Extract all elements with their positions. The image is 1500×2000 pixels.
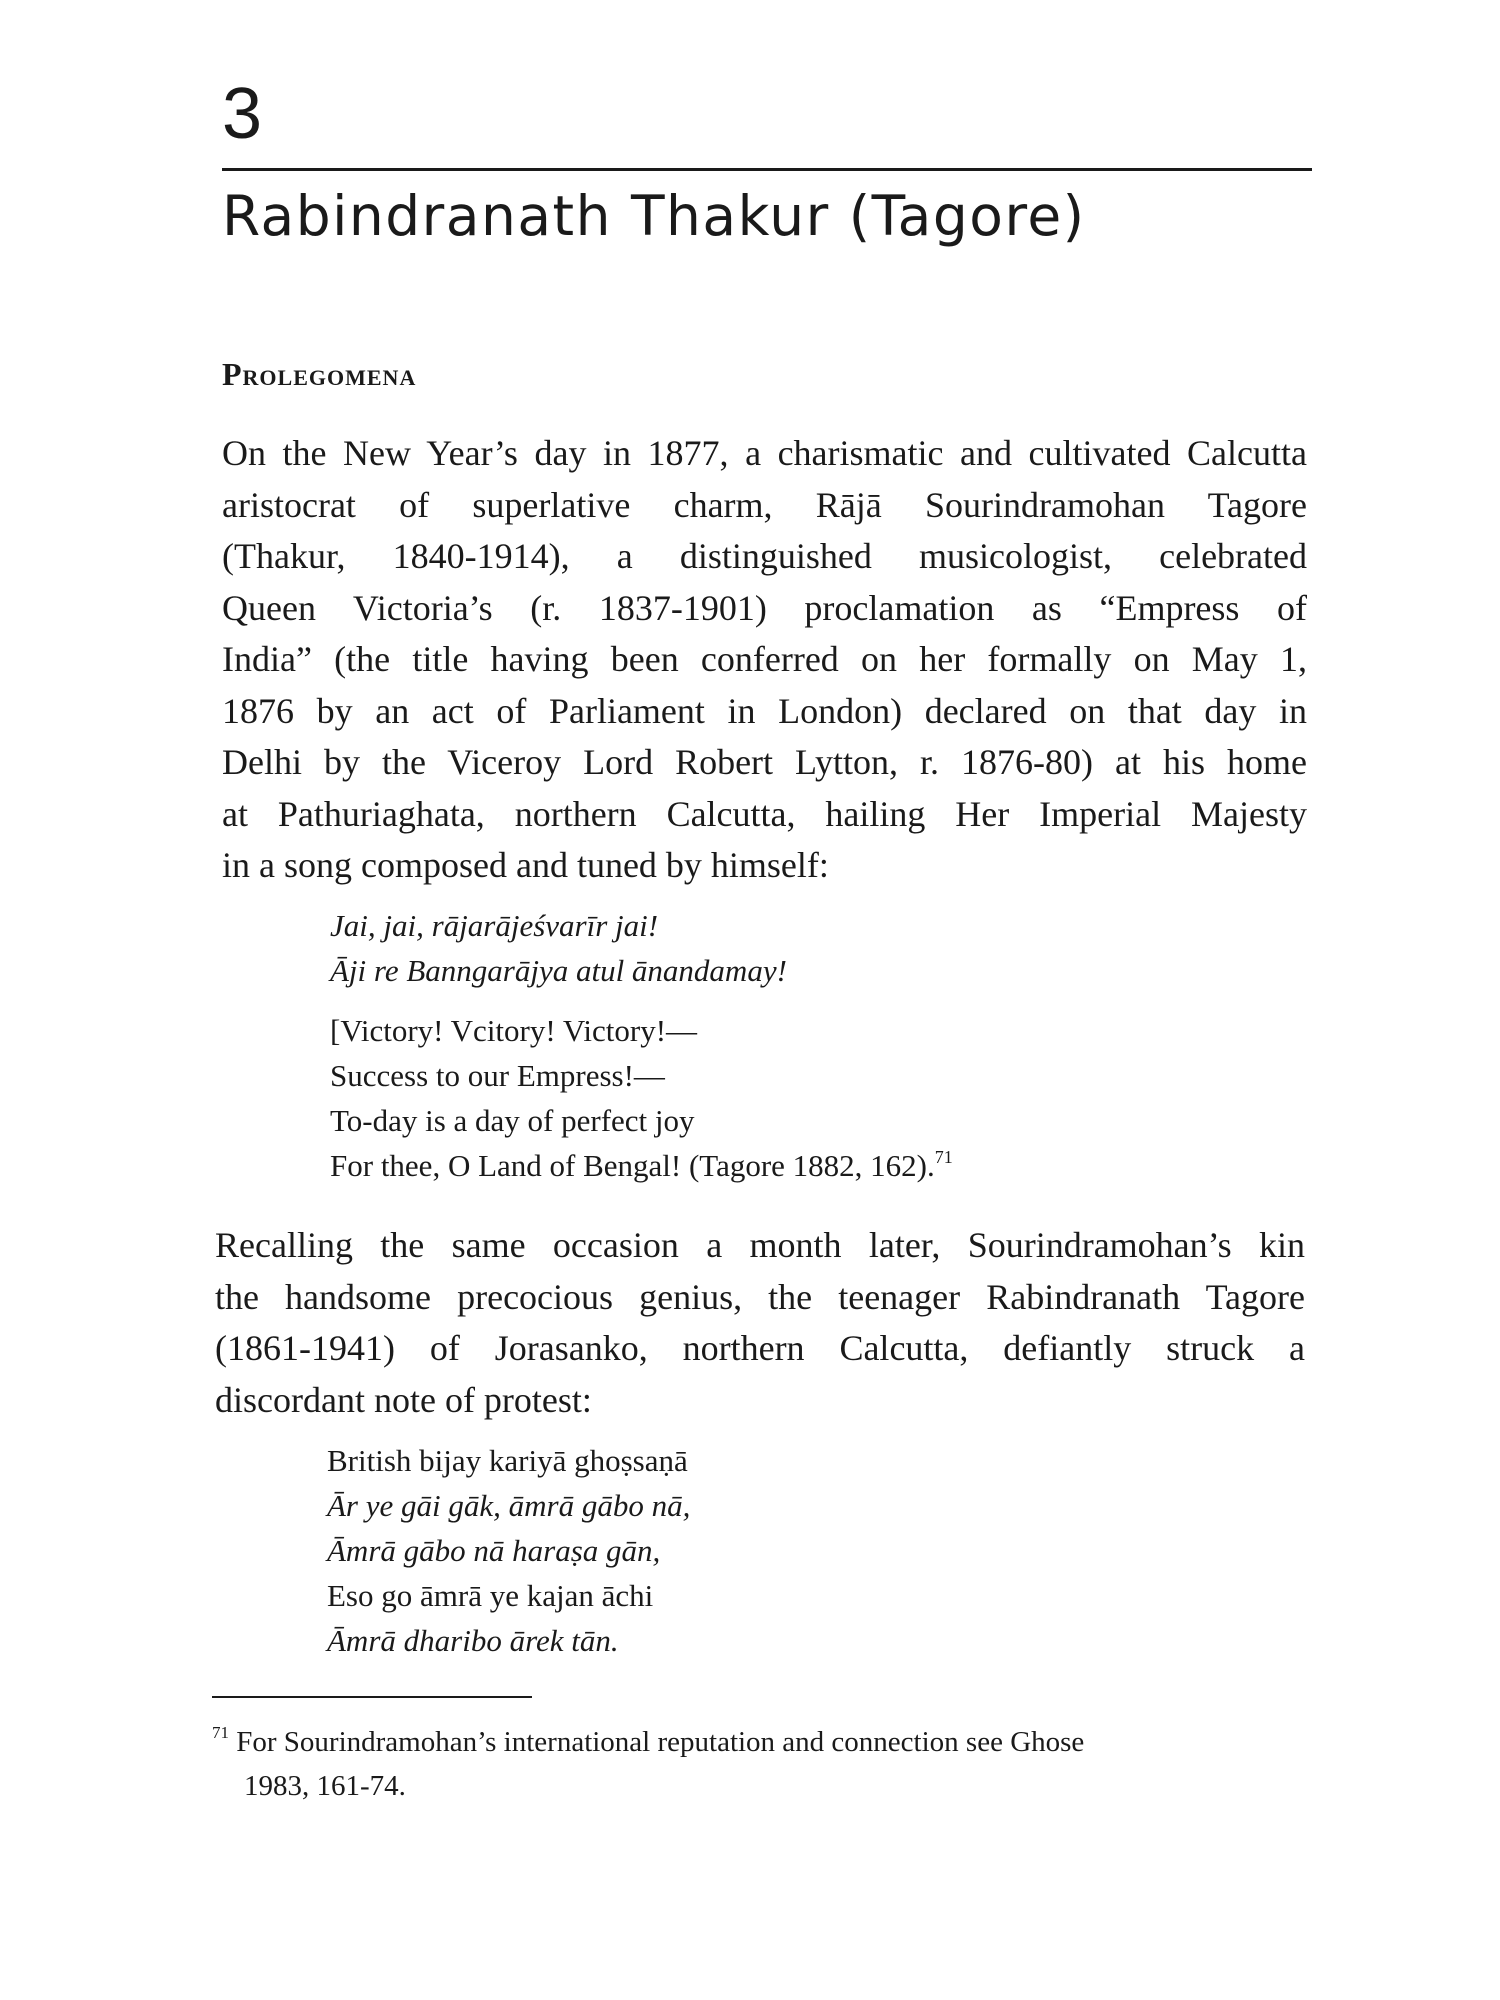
verse-line: Jai, jai, rājarājeśvarīr jai! bbox=[330, 908, 659, 943]
verse-line: Āmrā gābo nā haraṣa gān, bbox=[327, 1533, 661, 1568]
paragraph-protest bbox=[215, 1220, 1305, 1426]
footnote-line bbox=[212, 1720, 1312, 1764]
verse-protest-song bbox=[327, 1438, 690, 1663]
paragraph-prolegomena bbox=[222, 428, 1307, 892]
verse-translation bbox=[330, 1008, 953, 1188]
verse-line-with-footnote bbox=[330, 1143, 953, 1188]
verse-line: Āmrā dharibo ārek tān. bbox=[327, 1623, 619, 1658]
paragraph-line: the handsome precocious genius, the teenager Rabindranath Tagore bbox=[215, 1276, 1305, 1317]
verse-line: For thee, O Land of Bengal! (Tagore 1882, 162). bbox=[330, 1148, 935, 1183]
paragraph-line: discordant note of protest: bbox=[215, 1379, 592, 1420]
paragraph-line: aristocrat of superlative charm, Rājā Sourindramohan Tagore bbox=[222, 484, 1307, 525]
paragraph-line: at Pathuriaghata, northern Calcutta, hailing Her Imperial Majesty bbox=[222, 793, 1307, 834]
paragraph-line: Queen Victoria’s (r. 1837-1901) proclamation as “Empress of bbox=[222, 587, 1307, 628]
verse-line: Ār ye gāi gāk, āmrā gābo nā, bbox=[327, 1488, 691, 1523]
verse-line: [Victory! Vcitory! Victory!— bbox=[330, 1013, 698, 1048]
paragraph-line: (1861-1941) of Jorasanko, northern Calcutta, defiantly struck a bbox=[215, 1328, 1305, 1368]
section-heading: Prolegomena bbox=[222, 356, 417, 392]
verse-bengali-anthem bbox=[330, 903, 787, 993]
footnote-text: For Sourindramohan’s international reputation and connection see Ghose bbox=[236, 1726, 1085, 1758]
chapter-title: Rabindranath Thakur (Tagore) bbox=[222, 184, 1086, 248]
footnote-reference[interactable]: 71 bbox=[934, 1146, 953, 1167]
verse-line: Āji re Banngarājya atul ānandamay! bbox=[330, 953, 787, 988]
verse-line: Eso go āmrā ye kajan āchi bbox=[327, 1578, 654, 1613]
verse-line: British bijay kariyā ghoṣsaṇā bbox=[327, 1443, 688, 1478]
chapter-rule bbox=[222, 168, 1312, 171]
paragraph-line: On the New Year’s day in 1877, a charismatic and cultivated Calcutta bbox=[222, 433, 1307, 473]
paragraph-line: in a song composed and tuned by himself: bbox=[222, 845, 829, 885]
footnote-line: 1983, 161-74. bbox=[244, 1770, 406, 1802]
verse-line: Success to our Empress!— bbox=[330, 1058, 665, 1093]
footnote-marker: 71 bbox=[212, 1723, 229, 1743]
paragraph-line: Delhi by the Viceroy Lord Robert Lytton, r. 1876-80) at his home bbox=[222, 742, 1307, 782]
chapter-number: 3 bbox=[222, 74, 263, 154]
paragraph-line: (Thakur, 1840-1914), a distinguished musicologist, celebrated bbox=[222, 536, 1307, 576]
paragraph-line: Recalling the same occasion a month later, Sourindramohan’s kin bbox=[215, 1225, 1305, 1265]
verse-line: To-day is a day of perfect joy bbox=[330, 1103, 695, 1138]
paragraph-line: 1876 by an act of Parliament in London) declared on that day in bbox=[222, 690, 1307, 731]
footnote bbox=[212, 1720, 1312, 1808]
paragraph-line: India” (the title having been conferred on her formally on May 1, bbox=[222, 639, 1307, 679]
footnote-rule bbox=[212, 1696, 532, 1698]
